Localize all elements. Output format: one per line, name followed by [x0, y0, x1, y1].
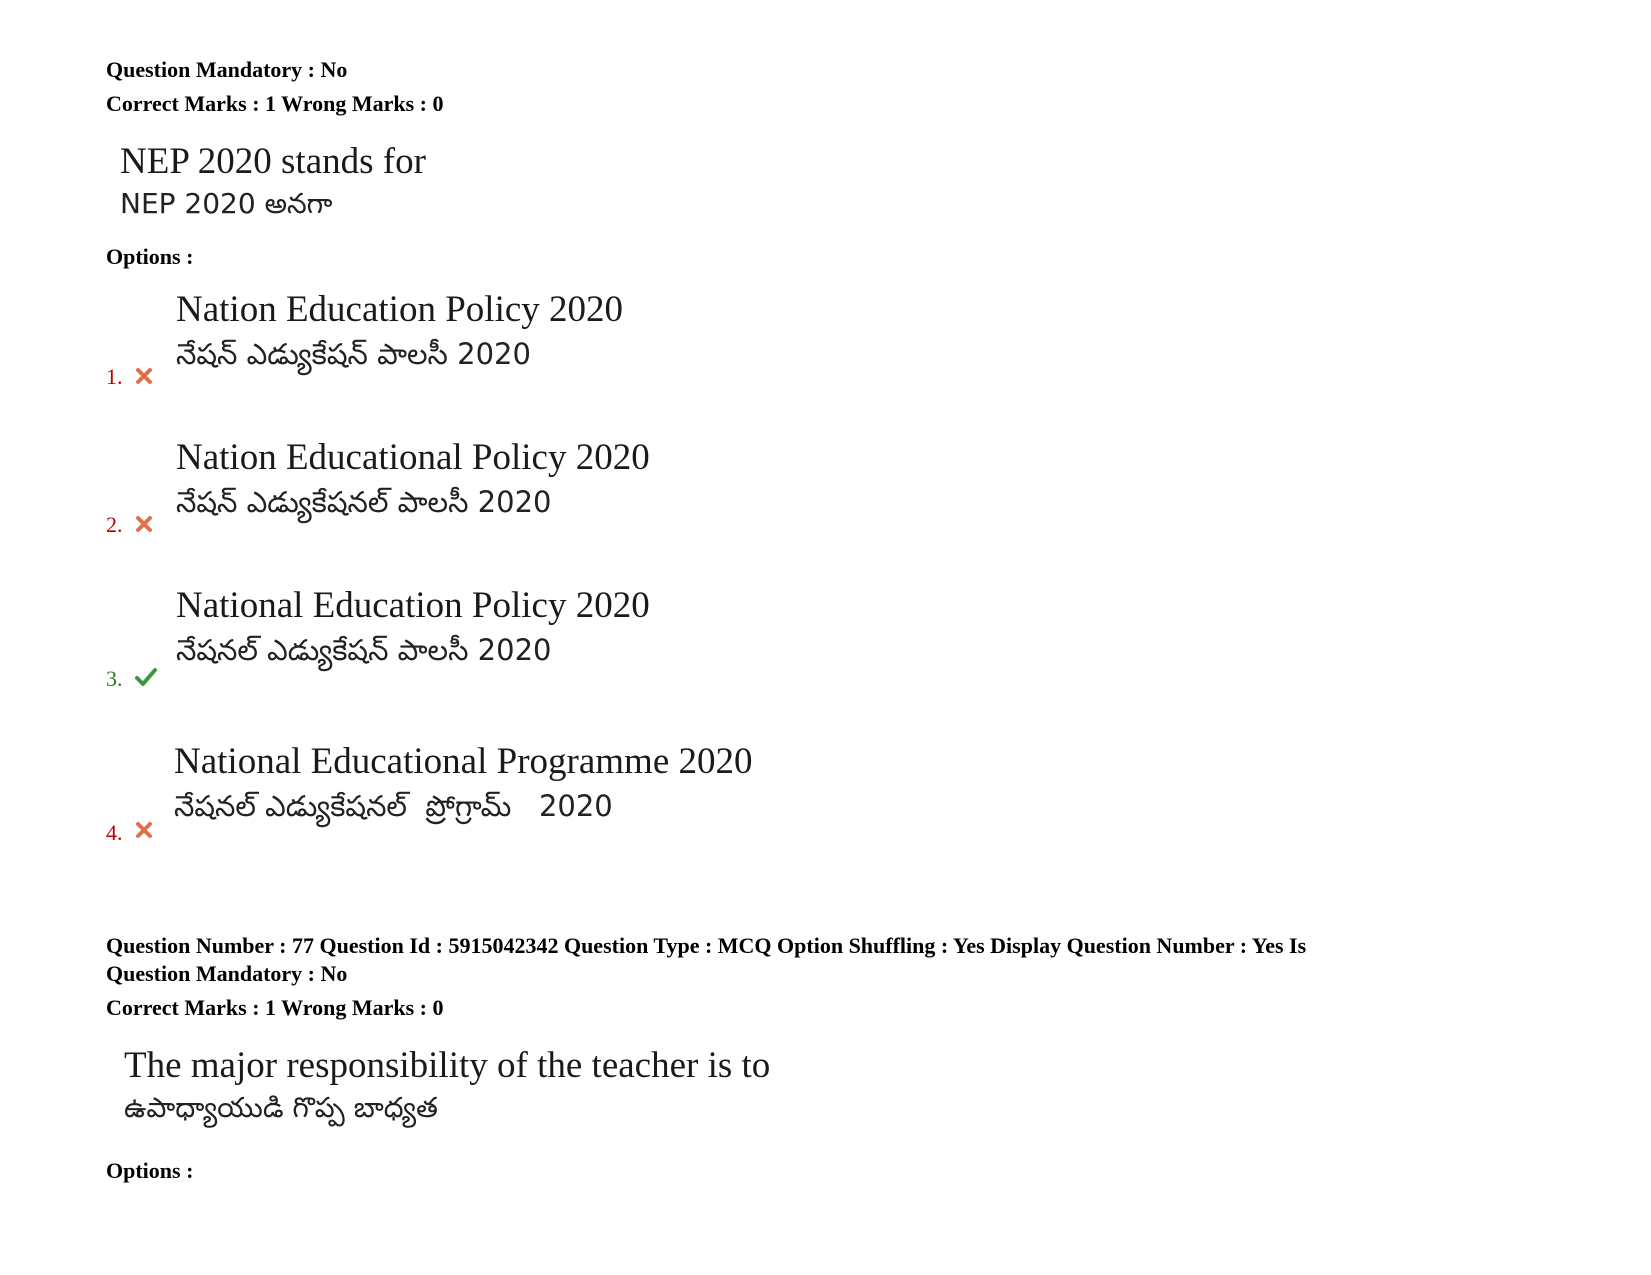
q77-question	[124, 1044, 770, 1128]
q76-option-3	[106, 584, 1006, 704]
q76-question-en: NEP 2020 stands for	[120, 141, 426, 182]
cross-icon	[134, 820, 154, 840]
option-number: 2.	[106, 512, 123, 537]
option-text-en: National Educational Programme 2020	[174, 741, 753, 782]
q76-option-4	[106, 740, 1006, 860]
q76-mandatory: Question Mandatory : No	[106, 57, 348, 82]
option-text	[176, 436, 650, 524]
q76-options-label: Options :	[106, 244, 194, 269]
option-text-te: నేషన్ ఎడ్యుకేషనల్ పాలసీ 2020	[176, 485, 552, 519]
cross-icon	[134, 514, 154, 534]
check-icon	[134, 666, 158, 688]
q77-header-line2: Question Mandatory : No	[106, 961, 348, 986]
option-number: 1.	[106, 364, 123, 389]
option-text-en: Nation Education Policy 2020	[176, 289, 624, 330]
option-text	[176, 584, 650, 672]
option-text	[176, 288, 623, 376]
option-text-en: Nation Educational Policy 2020	[176, 437, 650, 478]
option-text-te: నేషనల్ ఎడ్యుకేషన్ పాలసీ 2020	[176, 633, 552, 667]
q77-question-te: ఉపాధ్యాయుడి గొప్ప బాధ్యత	[124, 1091, 438, 1124]
option-text-en: National Education Policy 2020	[176, 585, 650, 626]
option-text-te: నేషన్ ఎడ్యుకేషన్ పాలసీ 2020	[176, 337, 531, 371]
cross-icon	[134, 366, 154, 386]
q77-marks: Correct Marks : 1 Wrong Marks : 0	[106, 995, 444, 1020]
option-text	[174, 740, 753, 828]
option-text-te: నేషనల్ ఎడ్యుకేషనల్ ప్రోగ్రామ్ 2020	[174, 789, 613, 823]
q76-option-1	[106, 288, 1006, 408]
q77-header-line1: Question Number : 77 Question Id : 5915042342 Question Type : MCQ Option Shuffling : Yes Display Question Number : Yes Is	[106, 933, 1307, 958]
option-number: 4.	[106, 820, 123, 845]
q76-question-te: NEP 2020 అనగా	[120, 187, 333, 220]
q76-marks: Correct Marks : 1 Wrong Marks : 0	[106, 91, 444, 116]
q76-question	[120, 140, 426, 224]
q77-options-label: Options :	[106, 1158, 194, 1183]
option-number: 3.	[106, 666, 123, 691]
q77-question-en: The major responsibility of the teacher is to	[124, 1045, 771, 1086]
q76-option-2	[106, 436, 1006, 556]
